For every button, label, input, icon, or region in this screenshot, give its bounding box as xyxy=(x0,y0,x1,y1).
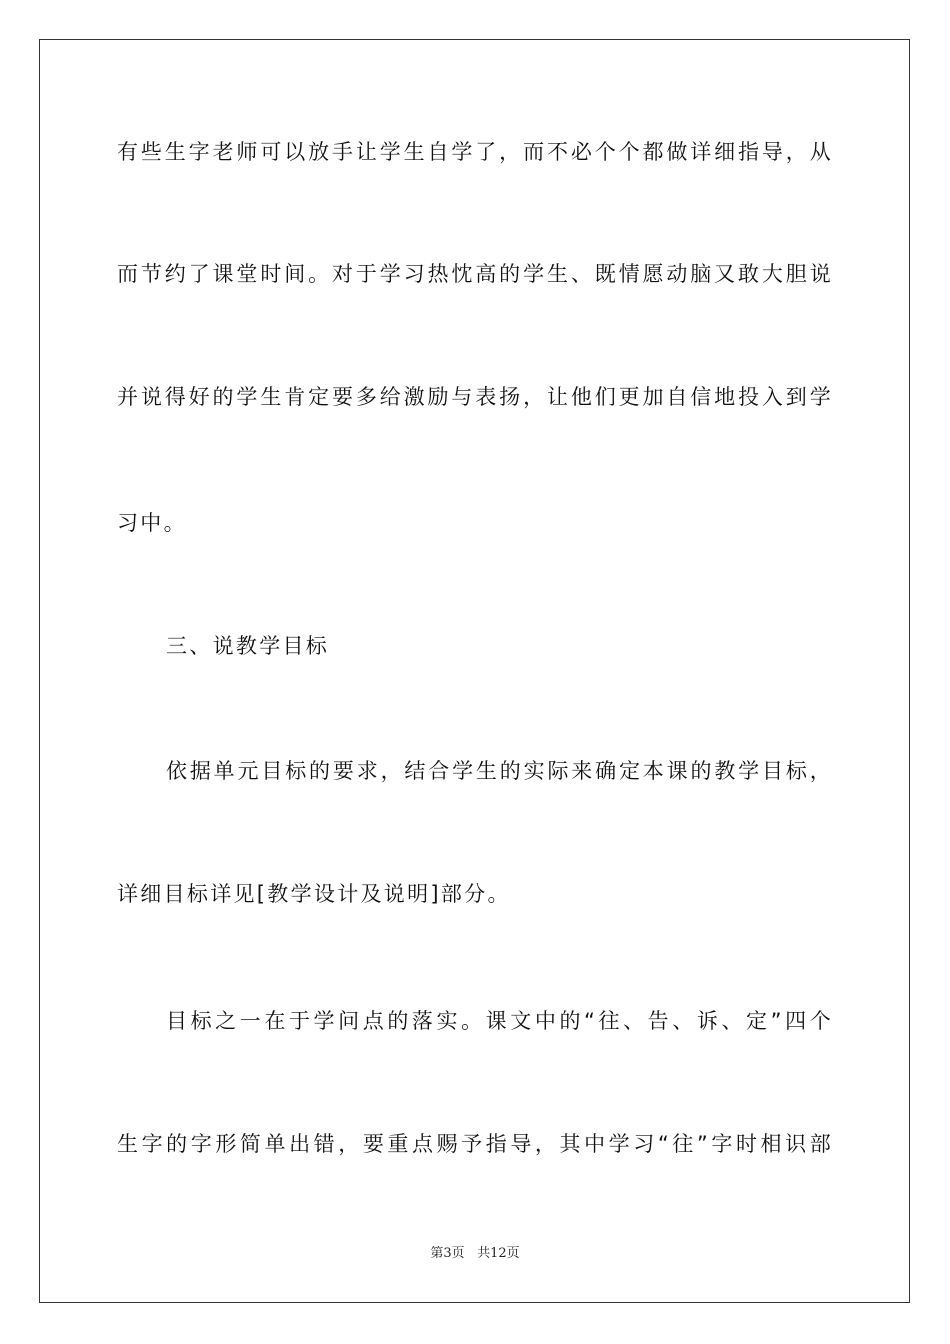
body-line-6: 依据单元目标的要求，结合学生的实际来确定本课的教学目标， xyxy=(166,759,833,783)
section-heading: 三、说教学目标 xyxy=(166,634,330,658)
body-line-8: 目标之一在于学问点的落实。课文中的“往、告、诉、定”四个 xyxy=(166,1009,833,1033)
body-line-3: 并说得好的学生肯定要多给激励与表扬，让他们更加自信地投入到学 xyxy=(117,385,833,409)
body-line-9: 生字的字形简单出错，要重点赐予指导，其中学习“往”字时相识部 xyxy=(117,1132,833,1156)
page-footer xyxy=(0,1245,950,1263)
body-line-1: 有些生字老师可以放手让学生自学了，而不必个个都做详细指导，从 xyxy=(117,140,833,164)
page-total: 共12页 xyxy=(477,1246,520,1261)
body-line-2: 而节约了课堂时间。对于学习热忱高的学生、既情愿动脑又敢大胆说 xyxy=(117,262,833,286)
page-border xyxy=(39,39,910,1303)
body-line-7: 详细目标详见[教学设计及说明]部分。 xyxy=(117,882,511,906)
page-number: 第3页 xyxy=(430,1246,465,1261)
body-line-4: 习中。 xyxy=(117,511,187,535)
